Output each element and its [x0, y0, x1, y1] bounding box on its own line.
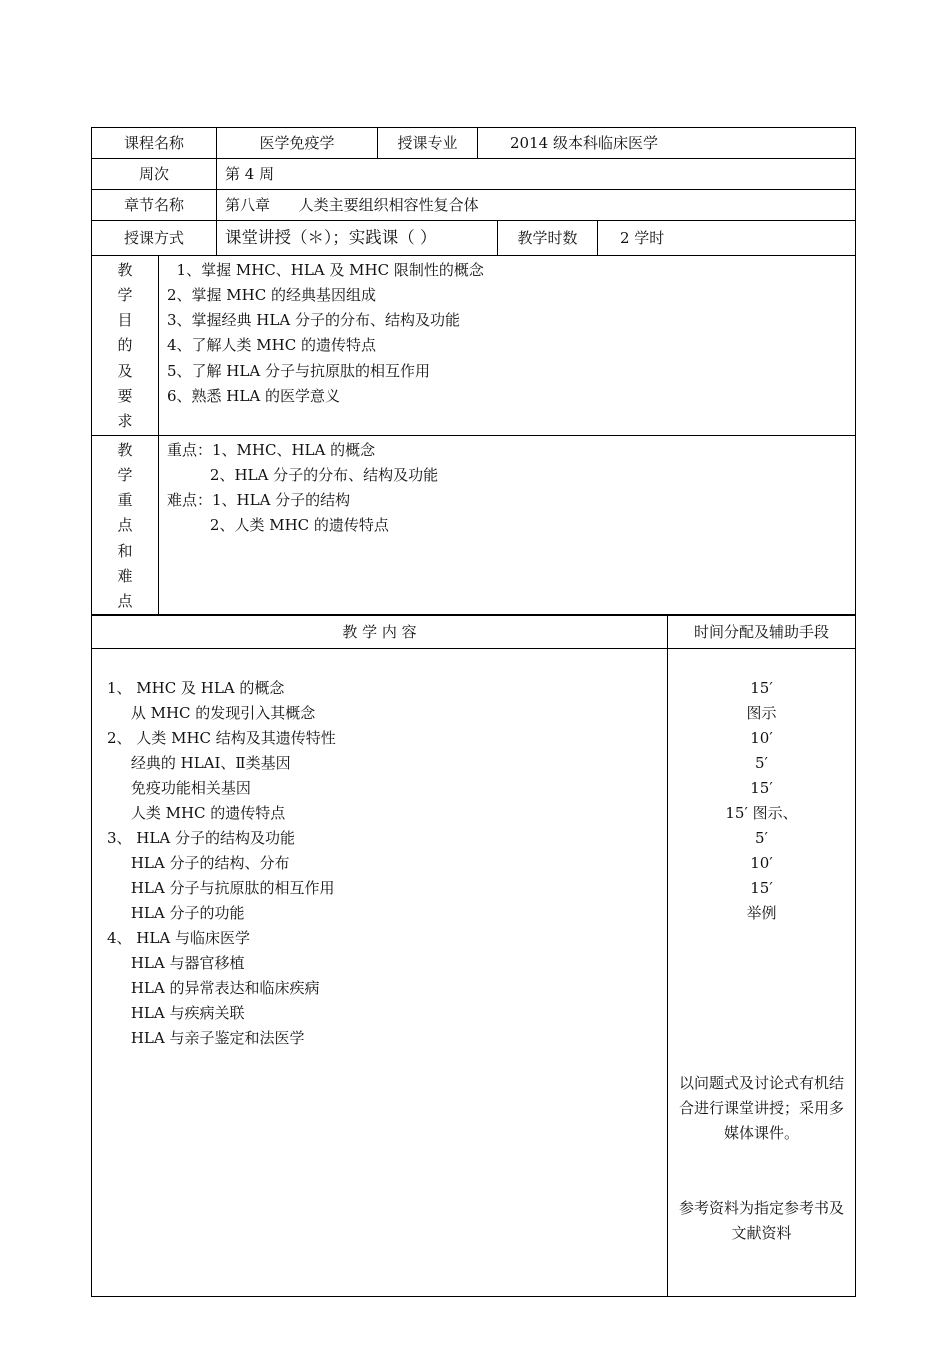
method-value: 课堂讲授（＊）；实践课（ ） — [217, 221, 498, 256]
content-line: HLA 与器官移植 — [107, 954, 245, 973]
objectives-label-char: 教 — [117, 260, 133, 279]
content-line: 人类 MHC 的遗传特点 — [107, 804, 286, 823]
time-line: 15′ — [750, 879, 773, 898]
time-header: 时间分配及辅助手段 — [668, 615, 856, 649]
objective-item: 1、掌握 MHC、HLA 及 MHC 限制性的概念 — [167, 260, 484, 279]
chapter-label: 章节名称 — [92, 190, 217, 221]
hours-label: 教学时数 — [498, 221, 598, 256]
major-value: 2014 级本科临床医学 — [478, 128, 856, 159]
time-list — [668, 649, 856, 1297]
time-line: 15′ — [750, 679, 773, 698]
time-line: 5′ — [755, 754, 768, 773]
week-value: 第 4 周 — [217, 159, 856, 190]
content-list — [92, 649, 668, 1297]
objective-item: 4、了解人类 MHC 的遗传特点 — [167, 336, 376, 355]
content-line: 3、 HLA 分子的结构及功能 — [107, 829, 295, 848]
content-table — [91, 614, 856, 1297]
objectives-label — [92, 255, 159, 435]
key-point-item: 难点：1、HLA 分子的结构 — [167, 491, 351, 510]
objectives-list — [159, 255, 856, 435]
header-table — [91, 127, 856, 256]
objective-item: 2、掌握 MHC 的经典基因组成 — [167, 285, 376, 304]
content-line: HLA 分子的功能 — [107, 904, 245, 923]
major-label: 授课专业 — [378, 128, 478, 159]
content-line: 免疫功能相关基因 — [107, 779, 251, 798]
content-line: 4、 HLA 与临床医学 — [107, 929, 250, 948]
course-name-value: 医学免疫学 — [217, 128, 378, 159]
key-points-label-char: 教 — [117, 440, 133, 459]
content-line: HLA 分子的结构、分布 — [107, 854, 290, 873]
content-line: 从 MHC 的发现引入其概念 — [107, 704, 316, 723]
content-line: HLA 的异常表达和临床疾病 — [107, 979, 320, 998]
objective-item: 5、了解 HLA 分子与抗原肽的相互作用 — [167, 361, 430, 380]
key-points-label-char: 点 — [117, 516, 133, 535]
key-points-label-char: 和 — [117, 541, 133, 560]
key-points-label-char: 重 — [117, 491, 133, 510]
content-line: 2、 人类 MHC 结构及其遗传特性 — [107, 729, 336, 748]
objectives-label-char: 求 — [117, 412, 133, 431]
key-point-item: 重点：1、MHC、HLA 的概念 — [167, 440, 376, 459]
course-name-label: 课程名称 — [92, 128, 217, 159]
objectives-table — [91, 255, 856, 616]
content-line: 1、 MHC 及 HLA 的概念 — [107, 679, 285, 698]
objectives-label-char: 及 — [117, 361, 133, 380]
time-line: 15′ 图示、 — [725, 804, 798, 823]
teaching-notes — [668, 1021, 855, 1296]
key-points-label — [92, 435, 159, 615]
time-line: 15′ — [750, 779, 773, 798]
time-line: 图示 — [746, 704, 777, 723]
key-points-label-char: 点 — [117, 592, 133, 611]
content-line: HLA 分子与抗原肽的相互作用 — [107, 879, 335, 898]
objective-item: 3、掌握经典 HLA 分子的分布、结构及功能 — [167, 311, 460, 330]
lesson-plan-sheet — [91, 127, 855, 1297]
key-points-label-char: 学 — [117, 465, 133, 484]
objectives-label-char: 目 — [117, 311, 133, 330]
key-point-item: 2、HLA 分子的分布、结构及功能 — [167, 465, 439, 484]
teaching-note: 以问题式及讨论式有机结合进行课堂讲授；采用多媒体课件。 — [678, 1074, 844, 1143]
time-line: 10′ — [750, 854, 773, 873]
key-points-list — [159, 435, 856, 615]
objective-item: 6、熟悉 HLA 的医学意义 — [167, 386, 340, 405]
content-line: HLA 与亲子鉴定和法医学 — [107, 1029, 305, 1048]
time-line: 10′ — [750, 729, 773, 748]
objectives-label-char: 的 — [117, 336, 133, 355]
time-line: 举例 — [746, 904, 777, 923]
chapter-value: 第八章 人类主要组织相容性复合体 — [217, 190, 856, 221]
method-label: 授课方式 — [92, 221, 217, 256]
hours-value: 2 学时 — [598, 221, 856, 256]
content-header: 教 学 内 容 — [92, 615, 668, 649]
week-label: 周次 — [92, 159, 217, 190]
objectives-label-char: 要 — [117, 386, 133, 405]
content-line: HLA 与疾病关联 — [107, 1004, 245, 1023]
teaching-note: 参考资料为指定参考书及文献资料 — [678, 1199, 844, 1243]
time-line: 5′ — [755, 829, 768, 848]
content-line: 经典的 HLAⅠ、Ⅱ类基因 — [107, 754, 291, 773]
objectives-label-char: 学 — [117, 285, 133, 304]
key-point-item: 2、人类 MHC 的遗传特点 — [167, 516, 389, 535]
key-points-label-char: 难 — [117, 567, 133, 586]
